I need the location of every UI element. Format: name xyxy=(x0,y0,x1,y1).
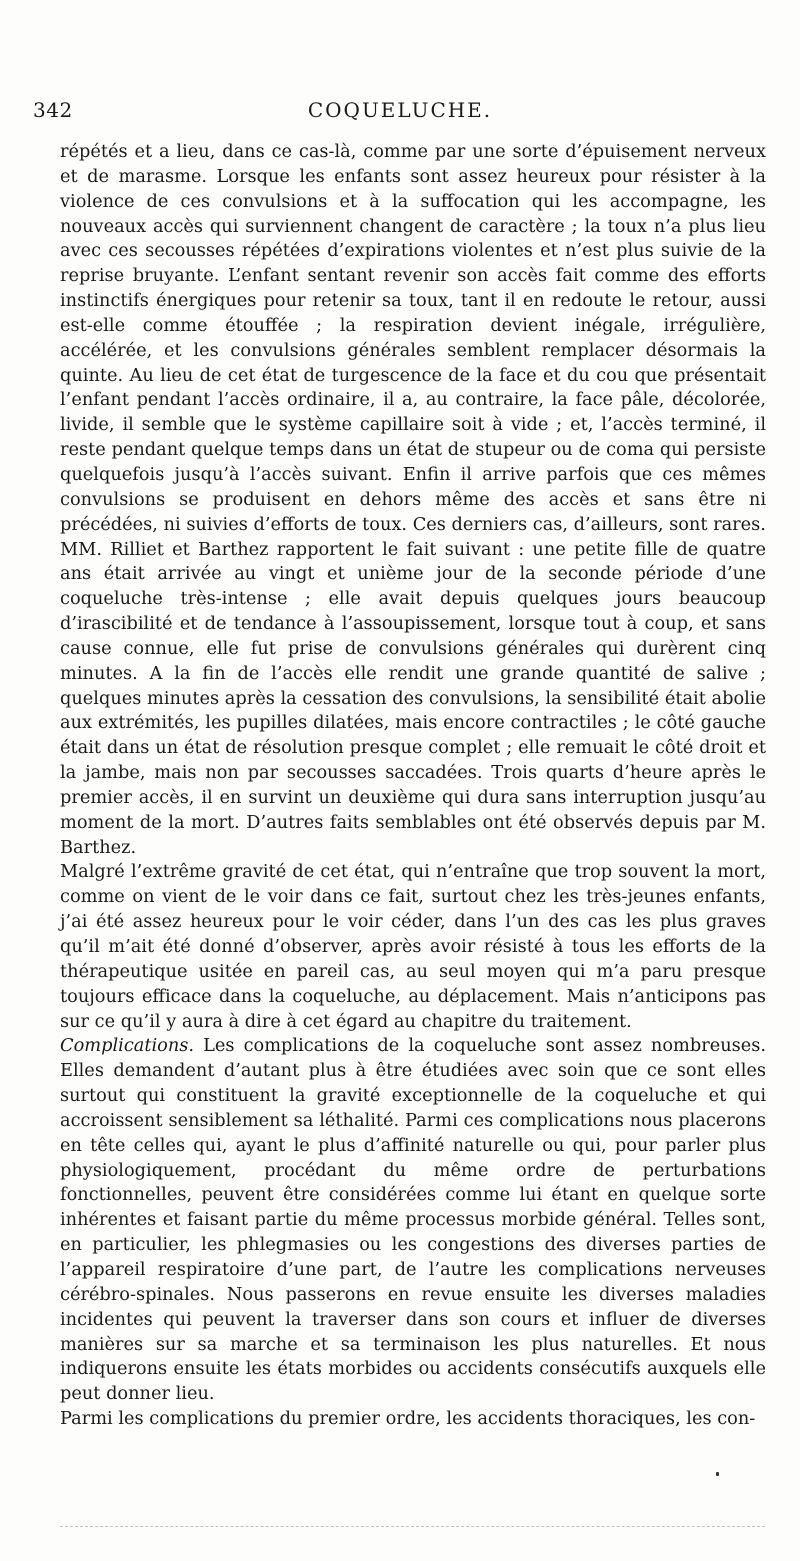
paragraph-4-text: Les complications de la coqueluche sont assez nombreuses. Elles demandent d’autant plus à être étudiées avec soin que ce sont elles surtout qui constituent la gravité exceptionnelle de la coqueluche et qui accroissent sensiblement sa léthalité. Parmi ces complications nous placerons en tête celles qui, ayant le plus d’affinité naturelle ou qui, pour parler plus physiologiquement, procédant du même ordre de perturbations fonctionnelles, peuvent être considérées comme lui étant en quelque sorte inhérentes et faisant partie du même processus morbide général. Telles sont, en particulier, les phlegmasies ou les congestions des diverses parties de l’appareil respiratoire d’une part, de l’autre les complications nerveuses cérébro-spinales. Nous passerons en revue ensuite les diverses maladies incidentes qui peuvent la traverser dans son cours et influer de diverses manières sur sa marche et sa terminaison les plus naturelles. Et nous indiquerons ensuite les états morbides ou accidents consécutifs auxquels elle peut donner lieu. xyxy=(60,1036,766,1405)
paragraph-2: MM. Rilliet et Barthez rapportent le fait suivant : une petite fille de quatre ans était arrivée au vingt et unième jour de la seconde période d’une coqueluche très-intense ; elle avait depuis quelques jours beaucoup d’irascibilité et de tendance à l’assoupissement, lorsque tout à coup, et sans cause connue, elle fut prise de convulsions générales qui durèrent cinq minutes. A la fin de l’accès elle rendit une grande quantité de salive ; quelques minutes après la cessation des convulsions, la sensibilité était abolie aux extrémités, les pupilles dilatées, mais encore contractiles ; le côté gauche était dans un état de résolution presque complet ; elle remuait le côté droit et la jambe, mais non par secousses saccadées. Trois quarts d’heure après le premier accès, il en survint un deuxième qui dura sans interruption jusqu’au moment de la mort. D’autres faits semblables ont été observés depuis par M. Barthez. xyxy=(60,539,766,858)
page-header xyxy=(33,98,767,128)
body-text xyxy=(60,140,766,1432)
running-title: COQUELUCHE. xyxy=(307,98,493,122)
paragraph-5: Parmi les complications du premier ordre, les accidents thoraciques, les con- xyxy=(60,1409,756,1430)
section-heading-complications: Complications. xyxy=(60,1036,195,1057)
paragraph-4 xyxy=(60,1034,766,1407)
bottom-dashed-rule xyxy=(60,1526,765,1527)
paragraph-1: répétés et a lieu, dans ce cas-là, comme par une sorte d’épuisement nerveux et de marasme. Lorsque les enfants sont assez heureux pour résister à la violence de ces convulsions et à la suffocation qui les accompagne, les nouveaux accès qui surviennent changent de caractère ; la toux n’a plus lieu avec ces secousses répétées d’expirations violentes et n’est plus suivie de la reprise bruyante. L’enfant sentant revenir son accès fait comme des efforts instinctifs énergiques pour retenir sa toux, tant il en redoute le retour, aussi est-elle comme étouffée ; la respiration devient inégale, irrégulière, accélérée, et les convulsions générales semblent remplacer désormais la quinte. Au lieu de cet état de turgescence de la face et du cou que présentait l’enfant pendant l’accès ordinaire, il a, au contraire, la face pâle, décolorée, livide, il semble que le système capillaire soit à vide ; et, l’accès terminé, il reste pendant quelque temps dans un état de stupeur ou de coma qui persiste quelquefois jusqu’à l’accès suivant. Enfin il arrive parfois que ces mêmes convulsions se produisent en dehors même des accès et sans être ni précédées, ni suivies d’efforts de toux. Ces derniers cas, d’ailleurs, sont rares. xyxy=(60,142,766,535)
ink-speck xyxy=(716,1472,719,1476)
paragraph-3: Malgré l’extrême gravité de cet état, qui n’entraîne que trop souvent la mort, comme on vient de le voir dans ce fait, surtout chez les très-jeunes enfants, j’ai été assez heureux pour le voir céder, dans l’un des cas les plus graves qu’il m’ait été donné d’observer, après avoir résisté à tous les efforts de la thérapeutique usitée en pareil cas, au seul moyen qui m’a paru presque toujours efficace dans la coqueluche, au déplacement. Mais n’anticipons pas sur ce qu’il y aura à dire à cet égard au chapitre du traitement. xyxy=(60,862,766,1032)
page-number: 342 xyxy=(33,98,73,122)
